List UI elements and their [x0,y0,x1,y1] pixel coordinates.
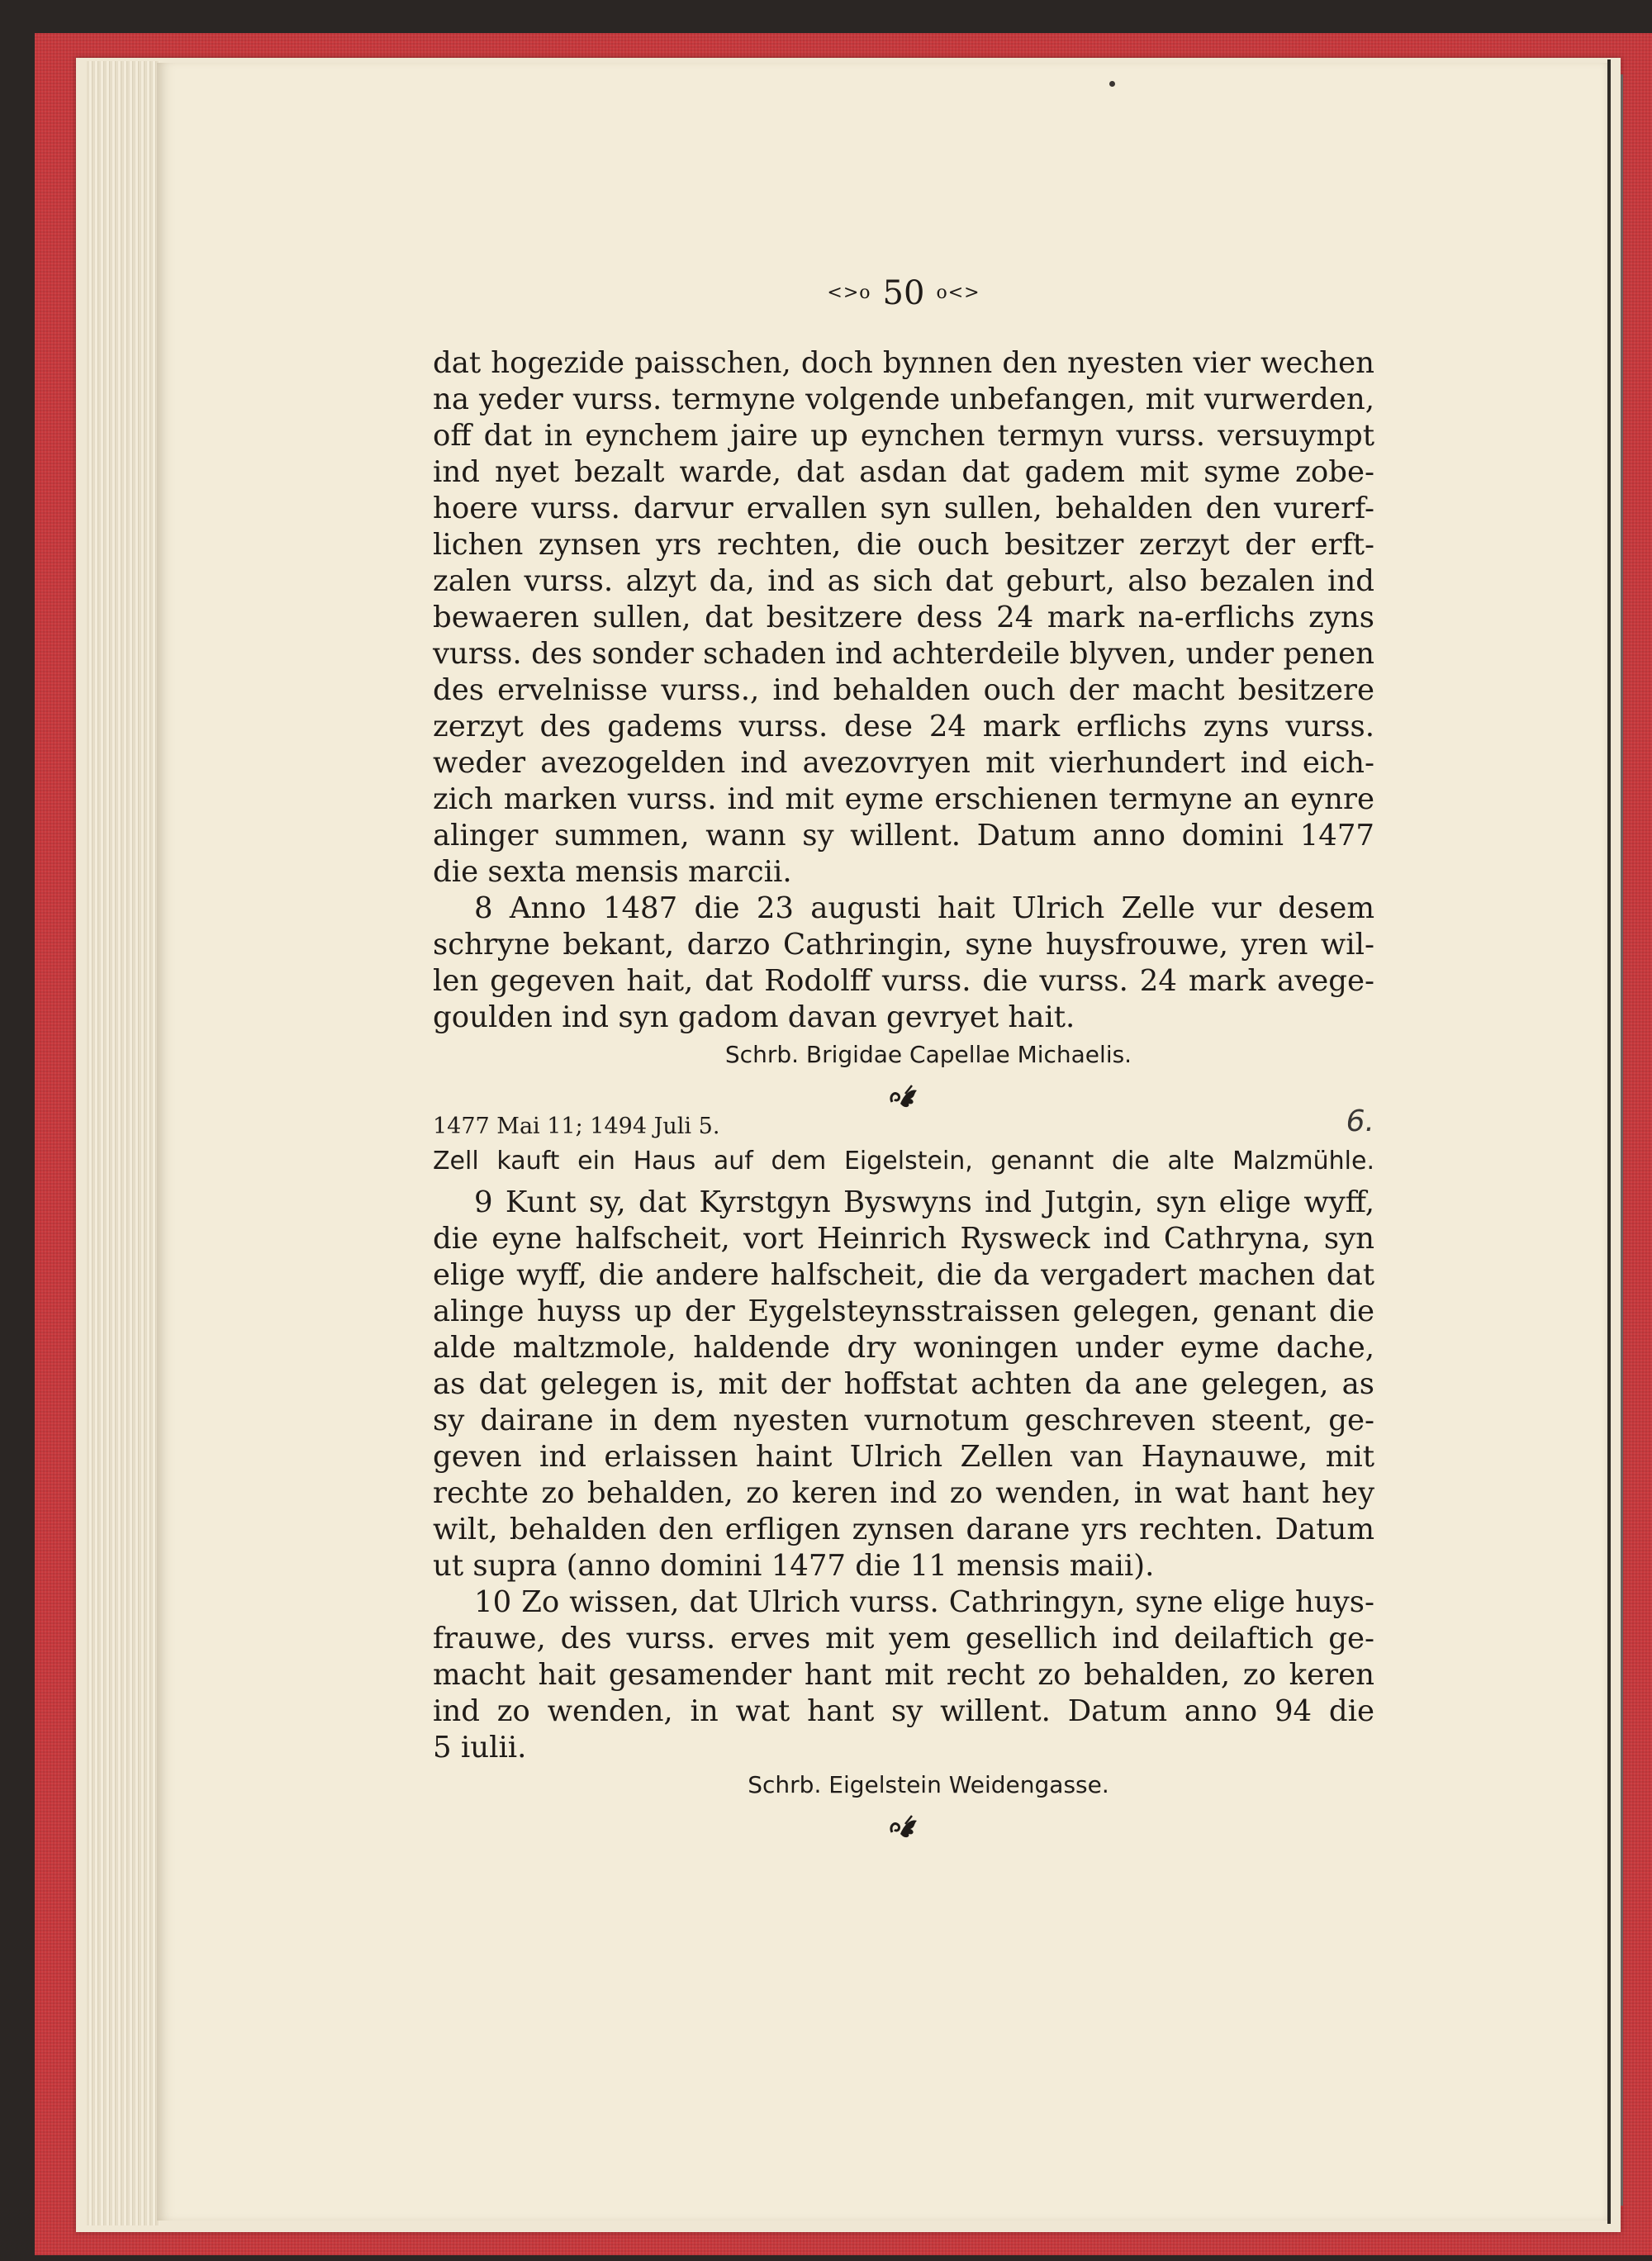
source-citation: Schrb. Brigidae Capellae Michaelis. [724,1041,1132,1068]
ornament-right: o<> [936,283,980,303]
text-line: hoere vurss. darvur ervallen syn sullen, behalden den vurerf- [433,492,1374,525]
paragraph-continued [433,345,1374,891]
text-line: 8 Anno 1487 die 23 augusti hait Ulrich Zelle vur desem [474,891,1374,925]
fleuron-ornament [887,1084,920,1110]
text-line: 10 Zo wissen, dat Ulrich vurss. Cathringyn, syne elige huys- [474,1585,1374,1619]
text-line: alinge huyss up der Eygelsteynsstraissen gelegen, genant die [433,1294,1374,1328]
text-line: schryne bekant, darzo Cathringin, syne huysfrouwe, yren wil- [433,928,1374,962]
handwritten-mark: 6. [1346,1104,1374,1138]
text-line: lichen zynsen yrs rechten, die ouch besitzer zerzyt der erft- [433,528,1374,562]
regest-summary: Zell kauft ein Haus auf dem Eigelstein, genannt die alte Malzmühle. [433,1147,1374,1176]
paragraph-8 [433,891,1374,1036]
text-line: off dat in eynchem jaire up eynchen termyn vurss. versuympt [433,419,1374,453]
text-line: alinger summen, wann sy willent. Datum anno domini 1477 [433,819,1374,853]
text-line: len gegeven hait, dat Rodolff vurss. die vurss. 24 mark avege- [433,964,1374,998]
regest-date-text: 1477 Mai 11; 1494 Juli 5. [433,1114,720,1139]
text-line: des ervelnisse vurss., ind behalden ouch der macht besitzere [433,673,1374,707]
text-line: ut supra (anno domini 1477 die 11 mensis maii). [433,1549,1155,1583]
ink-dot [1109,81,1115,87]
text-line: wilt, behalden den erfligen zynsen darane yrs rechten. Datum [433,1513,1374,1546]
page-number-header [433,264,1374,317]
gutter-rule-inner [1621,74,1623,2206]
text-line: 5 iulii. [433,1731,527,1765]
page-edges [87,61,159,2225]
text-line: weder avezogelden ind avezovryen mit vierhundert ind eich- [433,746,1374,780]
text-line: rechte zo behalden, zo keren ind zo wenden, in wat hant hey [433,1476,1374,1510]
fleuron-ornament [887,1814,920,1841]
paragraph-9 [433,1185,1374,1584]
ornament-left: <>o [827,283,871,303]
text-line: die eyne halfscheit, vort Heinrich Rysweck ind Cathryna, syn [433,1222,1374,1256]
text-line: zalen vurss. alzyt da, ind as sich dat geburt, also bezalen ind [433,564,1374,598]
text-line: alde maltzmole, haldende dry woningen under eyme dache, [433,1331,1374,1365]
text-line: vurss. des sonder schaden ind achterdeile blyven, under penen [433,637,1374,671]
text-line: frauwe, des vurss. erves mit yem gesellich ind deilaftich ge- [433,1622,1374,1655]
text-line: zich marken vurss. ind mit eyme erschienen termyne an eynre [433,782,1374,816]
text-line: goulden ind syn gadom davan gevryet hait. [433,1000,1075,1034]
regest-dates [433,1104,1374,1143]
text-line: as dat gelegen is, mit der hoffstat achten da ane gelegen, as [433,1367,1374,1401]
text-line: ind nyet bezalt warde, dat asdan dat gadem mit syme zobe- [433,455,1374,489]
source-citation: Schrb. Eigelstein Weidengasse. [748,1771,1109,1798]
text-line: na yeder vurss. termyne volgende unbefangen, mit vurwerden, [433,382,1374,416]
text-line: bewaeren sullen, dat besitzere dess 24 mark na-erflichs zyns [433,601,1374,634]
page-number: 50 [882,274,925,312]
text-line: zerzyt des gadems vurss. dese 24 mark erflichs zyns vurss. [433,710,1374,743]
page-content [433,264,1374,1841]
text-line: dat hogezide paisschen, doch bynnen den nyesten vier wechen [433,346,1374,380]
text-line: sy dairane in dem nyesten vurnotum geschreven steent, ge- [433,1404,1374,1437]
gutter-rule [1607,59,1611,2224]
text-line: geven ind erlaissen haint Ulrich Zellen van Haynauwe, mit [433,1440,1374,1474]
text-line: die sexta mensis marcii. [433,855,792,889]
paragraph-10 [433,1584,1374,1766]
text-line: ind zo wenden, in wat hant sy willent. Datum anno 94 die [433,1694,1374,1728]
text-line: elige wyff, die andere halfscheit, die da vergadert machen dat [433,1258,1374,1292]
text-line: 9 Kunt sy, dat Kyrstgyn Byswyns ind Jutgin, syn elige wyff, [474,1185,1374,1219]
text-line: macht hait gesamender hant mit recht zo behalden, zo keren [433,1658,1374,1692]
